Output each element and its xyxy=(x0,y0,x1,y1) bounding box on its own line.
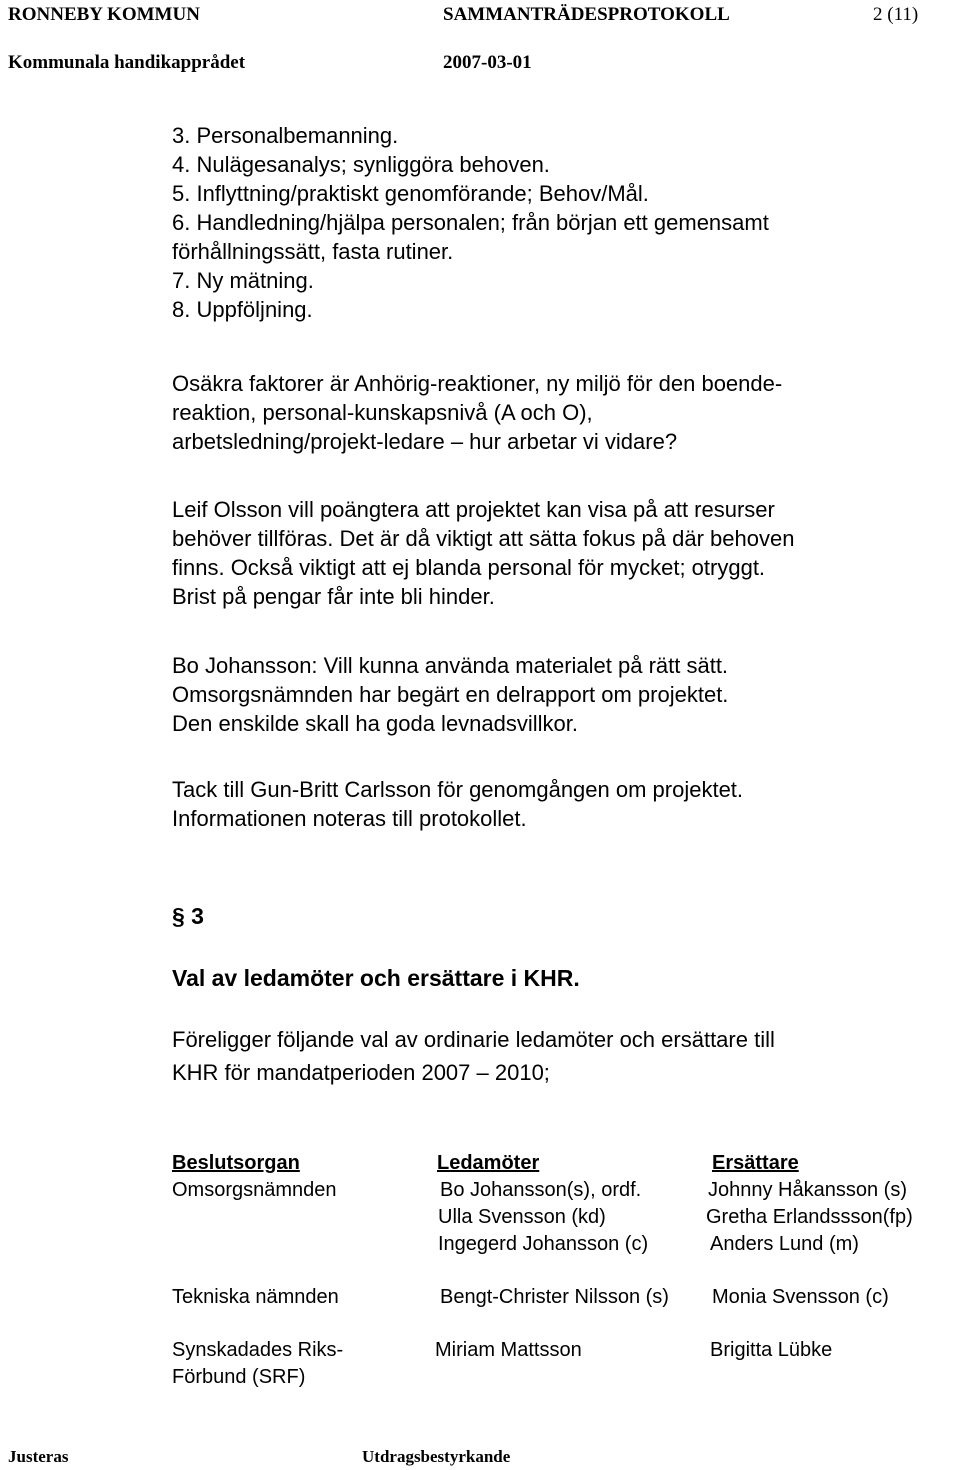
table-cell-substitute: Monia Svensson (c) xyxy=(712,1286,889,1308)
table-cell-substitute: Anders Lund (m) xyxy=(710,1233,859,1255)
footer-utdragsbestyrkande: Utdragsbestyrkande xyxy=(362,1447,511,1466)
table-cell-member: Bo Johansson(s), ordf. xyxy=(440,1179,642,1201)
footer-justeras: Justeras xyxy=(8,1447,69,1466)
header-date: 2007-03-01 xyxy=(443,52,532,73)
column-header-substitutes: Ersättare xyxy=(712,1152,799,1174)
section-title: Val av ledamöter och ersättare i KHR. xyxy=(172,965,580,991)
header-committee: Kommunala handikapprådet xyxy=(8,52,246,73)
table-cell-member: Miriam Mattsson xyxy=(435,1339,582,1361)
table-cell-member: Bengt-Christer Nilsson (s) xyxy=(440,1286,669,1308)
table-cell-substitute: Brigitta Lübke xyxy=(710,1339,833,1361)
list-item: 7. Ny mätning. xyxy=(172,268,314,293)
list-item: 3. Personalbemanning. xyxy=(172,123,399,148)
list-item: 5. Inflyttning/praktiskt genomförande; Behov/Mål. xyxy=(172,181,649,206)
agenda-list xyxy=(172,121,769,324)
list-item: 8. Uppföljning. xyxy=(172,297,313,322)
list-item: förhållningssätt, fasta rutiner. xyxy=(172,239,454,264)
table-row-organ: Tekniska nämnden xyxy=(172,1286,339,1308)
table-row-organ: Förbund (SRF) xyxy=(172,1366,306,1388)
header-page-number: 2 (11) xyxy=(873,4,919,25)
list-item: 4. Nulägesanalys; synliggöra behoven. xyxy=(172,152,550,177)
paragraph-bo-johansson: Bo Johansson: Vill kunna använda materialet på rätt sätt. Omsorgsnämnden har begärt en delrapport om projektet. Den enskilde skall ha goda levnadsvillkor. xyxy=(172,653,729,736)
table-row-organ: Synskadades Riks- xyxy=(172,1339,344,1361)
paragraph-thanks: Tack till Gun-Britt Carlsson för genomgången om projektet. Informationen noteras till protokollet. xyxy=(172,777,744,831)
paragraph-uncertainty: Osäkra faktorer är Anhörig-reaktioner, ny miljö för den boende- reaktion, personal-kunskapsnivå (A och O), arbetsledning/projekt-ledare – hur arbetar vi vidare? xyxy=(172,371,783,454)
column-header-members: Ledamöter xyxy=(437,1152,540,1174)
table-row-organ: Omsorgsnämnden xyxy=(172,1179,337,1201)
section-intro: Föreligger följande val av ordinarie ledamöter och ersättare till KHR för mandatperioden 2007 – 2010; xyxy=(172,1027,775,1085)
column-header-organ: Beslutsorgan xyxy=(172,1152,300,1174)
header-doc-type: SAMMANTRÄDESPROTOKOLL xyxy=(443,4,730,25)
section-number: § 3 xyxy=(172,903,204,929)
paragraph-leif-olsson: Leif Olsson vill poängtera att projektet kan visa på att resurser behöver tillföras. Det är då viktigt att sätta fokus på där behoven finns. Också viktigt att ej blanda personal för mycket; otryggt. Brist på pengar får inte bli hinder. xyxy=(172,497,795,609)
header-org: RONNEBY KOMMUN xyxy=(8,4,200,25)
table-cell-member: Ingegerd Johansson (c) xyxy=(438,1233,649,1255)
list-item: 6. Handledning/hjälpa personalen; från början ett gemensamt xyxy=(172,210,769,235)
table-cell-substitute: Johnny Håkansson (s) xyxy=(708,1179,907,1201)
table-cell-member: Ulla Svensson (kd) xyxy=(438,1206,606,1228)
table-cell-substitute: Gretha Erlandssson(fp) xyxy=(706,1206,913,1228)
